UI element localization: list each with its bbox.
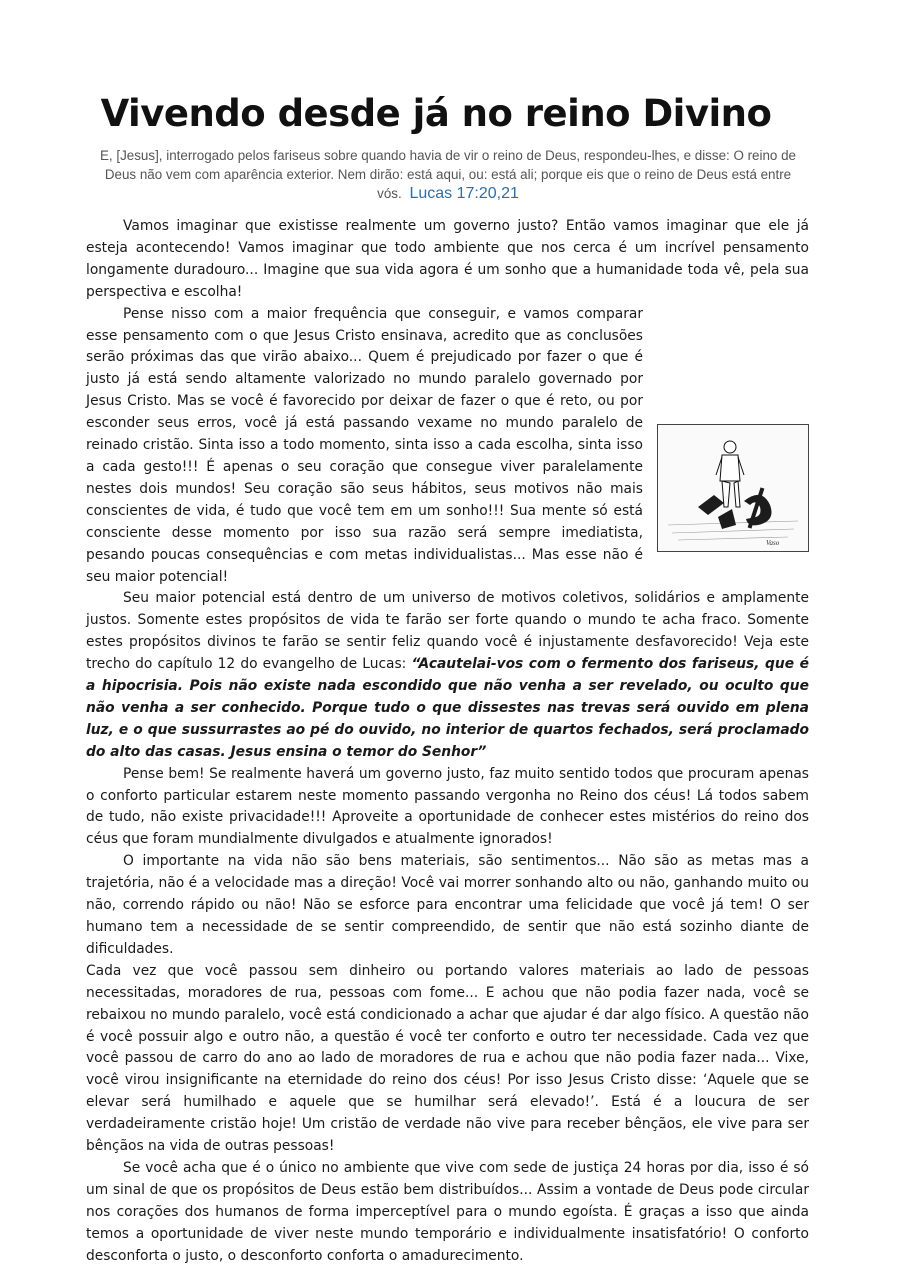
paragraph-2 bbox=[86, 304, 809, 589]
paragraph-2-text: Pense nisso com a maior frequência que conseguir, e vamos comparar esse pensamento com o que Jesus Cristo ensinava, acredito que as conclusões serão próximas das que virão abaixo... Quem é prejudicado por fazer o que é justo já está sendo altamente valorizado no mundo paralelo governado por Jesus Cristo. Mas se você é favorecido por deixar de fazer o que é reto, ou por esconder seus erros, você já está passando vexame no mundo paralelo de reinado cristão. Sinta isso a todo momento, sinta isso a cada escolha, sinta isso a cada gesto!!! É apenas o seu coração que consegue viver paralelamente nestes dois mundos! Seu coração são seus hábitos, seus motivos não mais conscientes de vida, é tudo que você tem em um sonho!!! Sua mente só está consciente desse momento por isso sua razão será sempre imediatista, pesando poucas consequências e com metas individualistas... Mas esse não é seu maior potencial! bbox=[86, 305, 643, 585]
illustration-signature: Vaso bbox=[766, 538, 780, 547]
verse-reference-link[interactable]: Lucas 17:20,21 bbox=[409, 185, 519, 202]
illustration bbox=[657, 424, 809, 552]
paragraph-1: Vamos imaginar que existisse realmente um governo justo? Então vamos imaginar que ele já esteja acontecendo! Vamos imaginar que todo ambiente que nos cerca é um incrível pensamento longamente duradouro... Imagine que sua vida agora é um sonho que a humanidade toda vê, pela sua perspectiva e escolha! bbox=[86, 218, 809, 300]
epigraph-text: E, [Jesus], interrogado pelos fariseus sobre quando havia de vir o reino de Deus, respondeu-lhes, e disse: O reino de Deus não vem com aparência exterior. Nem dirão: está aqui, ou: está ali; porque eis que o reino de Deus está entre vós. bbox=[100, 148, 796, 201]
paragraph-6: Cada vez que você passou sem dinheiro ou portando valores materiais ao lado de pessoas necessitadas, moradores de rua, pessoas com fome... E achou que não podia fazer nada, você se rebaixou no mundo paralelo, você está condicionado a achar que ajudar é dar algo físico. A questão não é você possuir algo e outro não, a questão é você ter conforto e outro ter necessidade. Cada vez que você passou de carro do ano ao lado de moradores de rua e achou que não podia fazer nada... Vixe, você virou insignificante na eternidade do reino dos céus! Por isso Jesus Cristo disse: ‘Aquele que se elevar será humilhado e aquele que se humilhar será elevado!’. Está é a loucura de ser verdadeiramente cristão hoje! Um cristão de verdade não vive para receber bênçãos, ele vive para ser bênçãos na vida de outras pessoas! bbox=[86, 962, 809, 1155]
paragraph-3-text: Seu maior potencial está dentro de um universo de motivos coletivos, solidários e amplamente justos. Somente estes propósitos de vida te farão ser forte quando o mundo te acha fraco. Somente estes propósitos divinos te farão se sentir feliz quando você é injustamente desfavorecido! Veja este trecho do capítulo 12 do evangelho de Lucas: bbox=[86, 590, 809, 673]
epigraph bbox=[96, 146, 800, 203]
scripture-quote: “Acautelai-vos com o fermento dos fariseus, que é a hipocrisia. Pois não existe nada escondido que não venha a ser revelado, ou oculto que não venha a ser conhecido. Porque tudo o que dissestes nas trevas será ouvido em plena luz, e o que sussurrastes ao pé do ouvido, no interior de quartos fechados, será proclamado do alto das casas. Jesus ensina o temor do Senhor” bbox=[86, 656, 809, 760]
man-casting-dollar-shadow-icon bbox=[658, 425, 808, 551]
paragraph-4: Pense bem! Se realmente haverá um governo justo, faz muito sentido todos que procuram apenas o conforto particular estarem neste momento passando vergonha no Reino dos céus! Lá todos sabem de tudo, não existe privacidade!!! Aproveite a oportunidade de conhecer estes mistérios do reino dos céus que foram mundialmente divulgados e atualmente ignorados! bbox=[86, 765, 809, 848]
article-body bbox=[86, 216, 809, 1268]
page-title: Vivendo desde já no reino Divino bbox=[100, 92, 772, 135]
paragraph-3 bbox=[86, 588, 809, 763]
paragraph-7: Se você acha que é o único no ambiente que vive com sede de justiça 24 horas por dia, isso é só um sinal de que os propósitos de Deus estão bem distribuídos... Assim a vontade de Deus pode circular nos corações dos humanos de forma imperceptível para o mundo egoísta. É graças a isso que ainda temos a oportunidade de viver neste mundo temporário e individualmente insatisfatório! O conforto desconforta o justo, o desconforto conforta o amadurecimento. bbox=[86, 1159, 809, 1264]
paragraph-5: O importante na vida não são bens materiais, são sentimentos... Não são as metas mas a trajetória, não é a velocidade mas a direção! Você vai morrer sonhando alto ou não, ganhando muito ou não, correndo rápido ou não! Não se esforce para encontrar uma felicidade que você já tem! O ser humano tem a necessidade de se sentir compreendido, de sentir que não está sozinho diante de dificuldades. bbox=[86, 853, 809, 957]
